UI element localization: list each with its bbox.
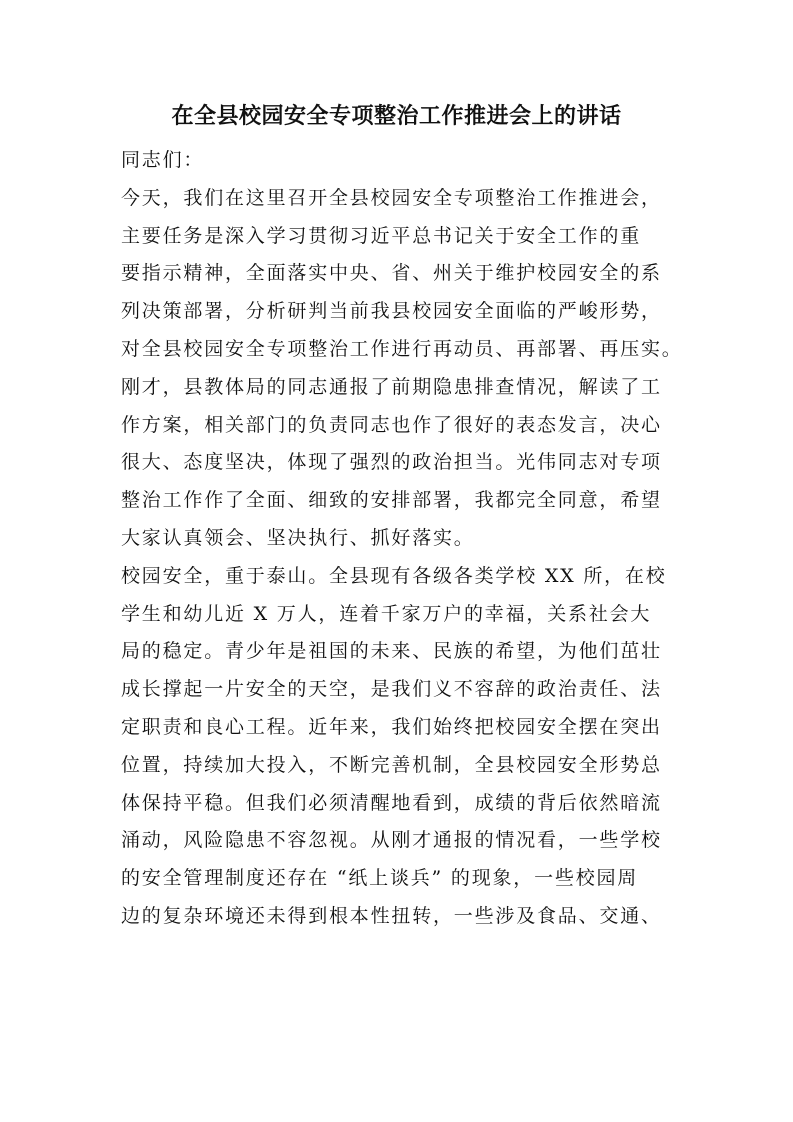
paragraph-line: 刚才，县教体局的同志通报了前期隐患排查情况，解读了工 xyxy=(121,375,662,398)
paragraph-line: 很大、态度坚决，体现了强烈的政治担当。光伟同志对专项 xyxy=(121,451,662,474)
paragraph-line: 列决策部署，分析研判当前我县校园安全面临的严峻形势， xyxy=(121,300,662,323)
speech-body xyxy=(121,142,681,936)
paragraph-line: 边的复杂环境还未得到根本性扭转，一些涉及食品、交通、 xyxy=(121,904,662,927)
paragraph-1 xyxy=(121,180,681,369)
paragraph-line: 作方案，相关部门的负责同志也作了很好的表态发言，决心 xyxy=(121,413,662,436)
paragraph-line: 体保持平稳。但我们必须清醒地看到，成绩的背后依然暗流 xyxy=(121,791,662,814)
paragraph-line: 局的稳定。青少年是祖国的未来、民族的希望，为他们茁壮 xyxy=(121,640,662,663)
paragraph-2 xyxy=(121,369,681,558)
paragraph-line: 定职责和良心工程。近年来，我们始终把校园安全摆在突出 xyxy=(121,715,662,738)
paragraph-line: 大家认真领会、坚决执行、抓好落实。 xyxy=(121,526,475,549)
salutation: 同志们： xyxy=(121,149,205,171)
paragraph-line: 对全县校园安全专项整治工作进行再动员、再部署、再压实。 xyxy=(121,337,683,360)
paragraph-line: 成长撑起一片安全的天空，是我们义不容辞的政治责任、法 xyxy=(121,678,662,701)
paragraph-line: 今天，我们在这里召开全县校园安全专项整治工作推进会， xyxy=(121,186,662,209)
paragraph-line: 要指示精神，全面落实中央、省、州关于维护校园安全的系 xyxy=(121,262,662,285)
document-title: 在全县校园安全专项整治工作推进会上的讲话 xyxy=(171,103,622,129)
paragraph-line: 主要任务是深入学习贯彻习近平总书记关于安全工作的重 xyxy=(121,224,642,247)
paragraph-line: 涌动，风险隐患不容忽视。从刚才通报的情况看，一些学校 xyxy=(121,829,662,852)
paragraph-line: 的安全管理制度还存在 “纸上谈兵” 的现象，一些校园周 xyxy=(121,867,639,890)
paragraph-line: 整治工作作了全面、细致的安排部署，我都完全同意，希望 xyxy=(121,489,662,512)
paragraph-3 xyxy=(121,558,681,936)
paragraph-line: 位置，持续加大投入，不断完善机制，全县校园安全形势总 xyxy=(121,753,662,776)
paragraph-line: 学生和幼儿近 X 万人，连着千家万户的幸福，关系社会大 xyxy=(121,602,652,625)
paragraph-line: 校园安全，重于泰山。全县现有各级各类学校 XX 所，在校 xyxy=(121,564,667,587)
